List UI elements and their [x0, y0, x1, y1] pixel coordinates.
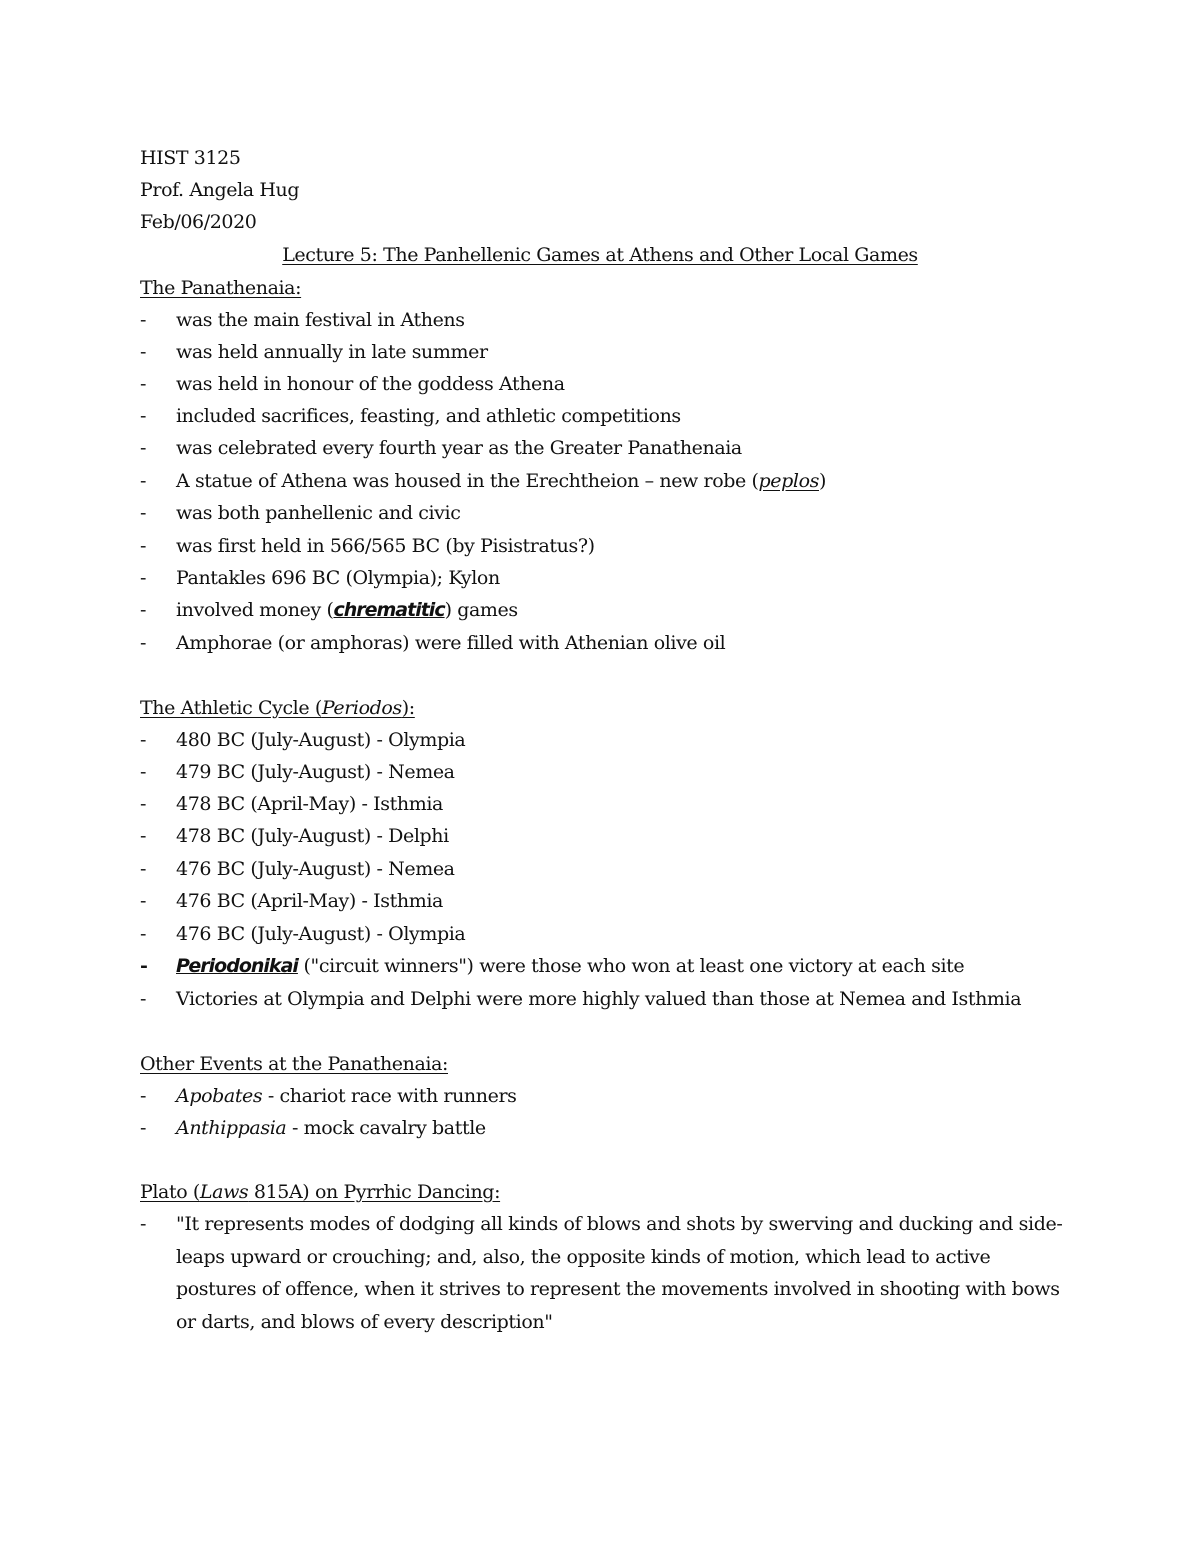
bullet-marker: -	[140, 729, 147, 751]
bullet-marker: -	[140, 405, 147, 427]
list-item	[176, 598, 518, 622]
bullet-marker: -	[140, 437, 147, 459]
bullet-marker: -	[140, 1117, 147, 1139]
highlighted-term: chrematitic	[333, 599, 445, 621]
bullet-marker: -	[140, 761, 147, 783]
course-code: HIST 3125	[140, 147, 241, 169]
list-item	[176, 469, 826, 493]
list-item: 478 BC (April-May) - Isthmia	[176, 793, 443, 815]
list-item-text: - chariot race with runners	[262, 1085, 517, 1107]
list-item: 476 BC (April-May) - Isthmia	[176, 890, 443, 912]
bullet-marker: -	[140, 373, 147, 395]
list-item: was celebrated every fourth year as the Greater Panathenaia	[176, 437, 742, 459]
list-item: was both panhellenic and civic	[176, 502, 461, 524]
heading-emphasis: Periodos	[321, 697, 402, 719]
list-item: was held annually in late summer	[176, 341, 488, 363]
list-item: 479 BC (July-August) - Nemea	[176, 761, 455, 783]
list-item	[176, 1116, 486, 1140]
list-item: was held in honour of the goddess Athena	[176, 373, 565, 395]
heading-text: Plato (	[140, 1181, 200, 1203]
professor-name: Prof. Angela Hug	[140, 179, 300, 201]
list-item-text: - mock cavalry battle	[286, 1117, 486, 1139]
list-item: Victories at Olympia and Delphi were more highly valued than those at Nemea and Isthmia	[176, 988, 1022, 1010]
list-item-text: A statue of Athena was housed in the Erechtheion – new robe (	[176, 470, 759, 492]
list-item: 476 BC (July-August) - Nemea	[176, 858, 455, 880]
bullet-marker: -	[140, 502, 147, 524]
bullet-marker: -	[140, 632, 147, 654]
bullet-marker: -	[140, 309, 147, 331]
section-heading-plato	[140, 1180, 500, 1204]
list-item: Pantakles 696 BC (Olympia); Kylon	[176, 567, 500, 589]
list-item	[176, 954, 964, 978]
bullet-marker: -	[140, 793, 147, 815]
bullet-marker: -	[140, 470, 147, 492]
bullet-marker: -	[140, 1085, 147, 1107]
bullet-marker: -	[140, 599, 147, 621]
list-item-text: ) games	[444, 599, 518, 621]
list-item-text: ("circuit winners") were those who won at least one victory at each site	[297, 955, 965, 977]
bullet-marker: -	[140, 955, 148, 977]
bullet-marker: -	[140, 858, 147, 880]
list-item	[176, 1084, 516, 1108]
list-item: included sacrifices, feasting, and athletic competitions	[176, 405, 681, 427]
heading-text: 815A) on Pyrrhic Dancing:	[248, 1181, 501, 1203]
bullet-marker: -	[140, 1213, 147, 1235]
bullet-marker: -	[140, 988, 147, 1010]
bullet-marker: -	[140, 890, 147, 912]
bullet-marker: -	[140, 923, 147, 945]
list-item-text: )	[818, 470, 826, 492]
list-item: Amphorae (or amphoras) were filled with Athenian olive oil	[176, 632, 726, 654]
list-item-emphasis: peplos	[758, 470, 819, 492]
plato-quote: "It represents modes of dodging all kinds of blows and shots by swerving and ducking and side-leaps upward or crouching; and, also, the opposite kinds of motion, which lead to active postures of offence, when it strives to represent the movements involved in shooting with bows or darts, and blows of every description"	[176, 1213, 1063, 1333]
heading-emphasis: Laws	[199, 1181, 249, 1203]
list-item: 480 BC (July-August) - Olympia	[176, 729, 466, 751]
section-heading-panathenaia: The Panathenaia:	[140, 277, 302, 299]
list-item-text: involved money (	[176, 599, 334, 621]
list-item: 476 BC (July-August) - Olympia	[176, 923, 466, 945]
lecture-title: Lecture 5: The Panhellenic Games at Athens and Other Local Games	[282, 244, 918, 266]
bullet-marker: -	[140, 825, 147, 847]
list-item: 478 BC (July-August) - Delphi	[176, 825, 449, 847]
list-item: was first held in 566/565 BC (by Pisistratus?)	[176, 535, 595, 557]
list-item-emphasis: Anthippasia	[176, 1117, 287, 1139]
list-item: was the main festival in Athens	[176, 309, 465, 331]
bullet-marker: -	[140, 535, 147, 557]
section-heading-other-events: Other Events at the Panathenaia:	[140, 1053, 448, 1075]
lecture-date: Feb/06/2020	[140, 211, 257, 233]
heading-text: The Athletic Cycle (	[140, 697, 322, 719]
list-item-emphasis: Apobates	[176, 1085, 263, 1107]
bullet-marker: -	[140, 341, 147, 363]
heading-text: ):	[401, 697, 415, 719]
highlighted-term: Periodonikai	[176, 955, 298, 977]
bullet-marker: -	[140, 567, 147, 589]
section-heading-athletic-cycle	[140, 696, 415, 720]
